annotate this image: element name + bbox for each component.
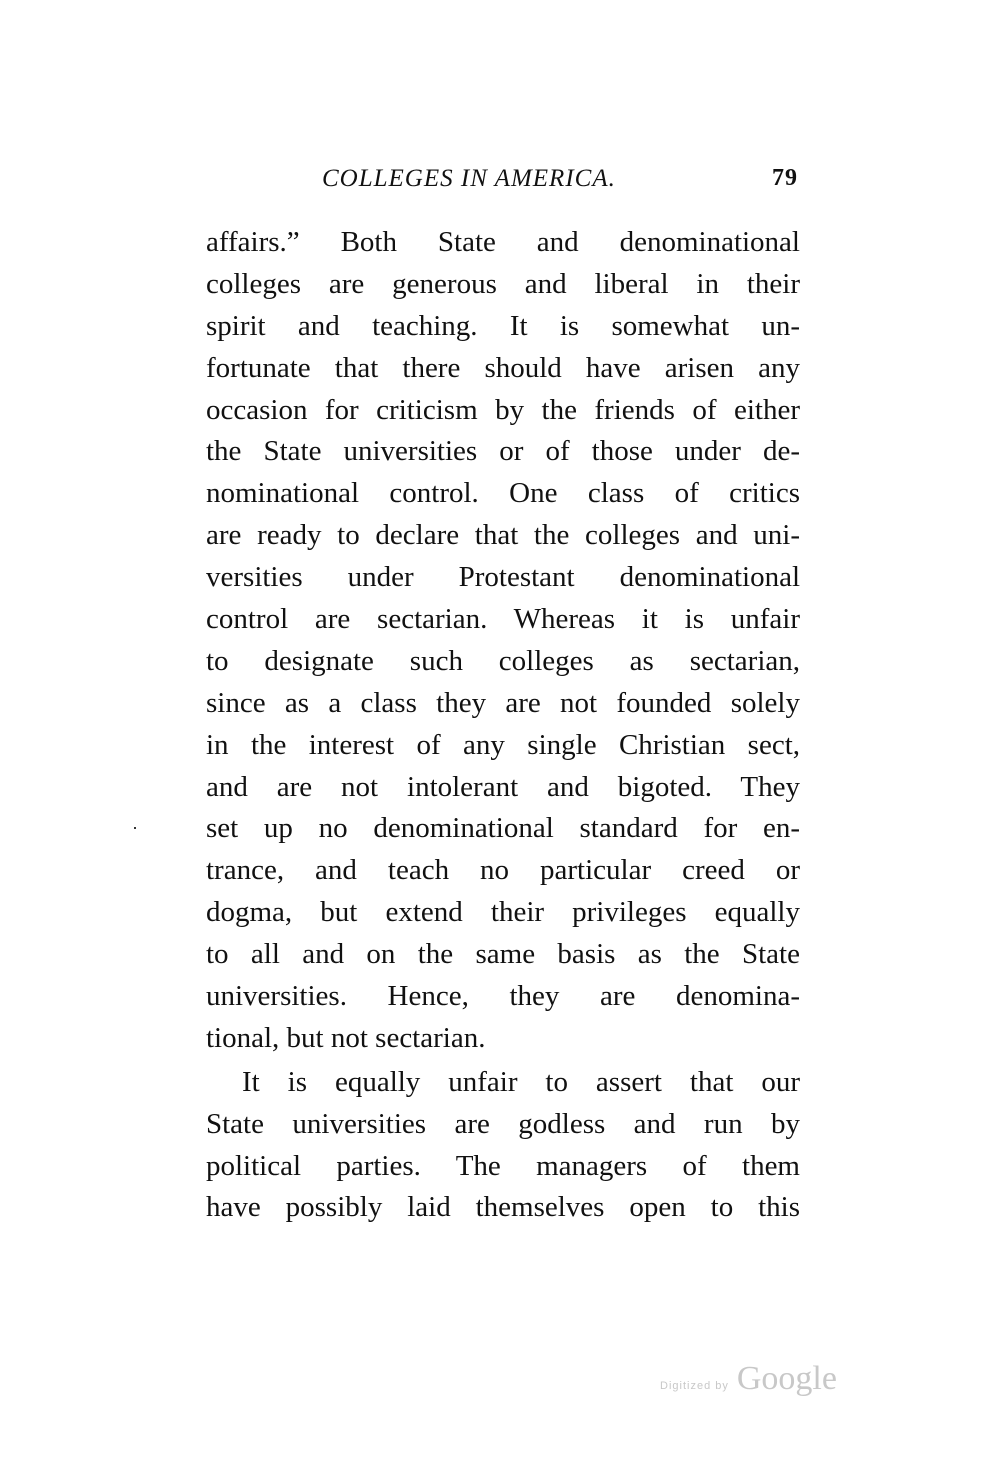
paragraph-2: [206, 1062, 800, 1230]
running-head: [322, 165, 798, 199]
text-line: dogma, but extend their privileges equally: [206, 896, 800, 929]
text-line: have possibly laid themselves open to this: [206, 1191, 800, 1224]
text-line: occasion for criticism by the friends of either: [206, 393, 800, 426]
body-text: [206, 222, 800, 1229]
watermark-prefix: Digitized by: [660, 1380, 729, 1392]
page-number: 79: [772, 165, 798, 191]
text-line: affairs.” Both State and denominational: [206, 226, 800, 258]
text-line: State universities are godless and run by: [206, 1107, 800, 1140]
text-line: trance, and teach no particular creed or: [206, 854, 800, 887]
text-line: fortunate that there should have arisen any: [206, 351, 800, 384]
text-line: colleges are generous and liberal in their: [206, 267, 800, 300]
text-line: versities under Protestant denominational: [206, 561, 800, 594]
text-line: political parties. The managers of them: [206, 1149, 800, 1182]
text-line: in the interest of any single Christian sect,: [206, 728, 800, 761]
text-line: to designate such colleges as sectarian,: [206, 644, 800, 677]
text-line: It is equally unfair to assert that our: [242, 1065, 800, 1098]
text-line: nominational control. One class of critics: [206, 477, 800, 510]
text-line: since as a class they are not founded solely: [206, 686, 800, 719]
text-line: to all and on the same basis as the State: [206, 938, 800, 971]
scan-speck: [134, 827, 136, 829]
paragraph-1: [206, 222, 800, 1060]
text-line: the State universities or of those under de-: [206, 435, 800, 468]
digitized-by-google-watermark: [660, 1360, 837, 1398]
running-title: COLLEGES IN AMERICA.: [322, 165, 616, 192]
google-logo-text: Google: [736, 1360, 837, 1397]
text-line: are ready to declare that the colleges and uni-: [206, 519, 800, 552]
text-line: universities. Hence, they are denomina-: [206, 980, 800, 1013]
text-line: set up no denominational standard for en-: [206, 812, 800, 845]
text-line: spirit and teaching. It is somewhat un-: [206, 309, 800, 342]
text-line: tional, but not sectarian.: [206, 1021, 486, 1054]
text-line: and are not intolerant and bigoted. They: [206, 770, 800, 803]
text-line: control are sectarian. Whereas it is unfair: [206, 603, 800, 636]
